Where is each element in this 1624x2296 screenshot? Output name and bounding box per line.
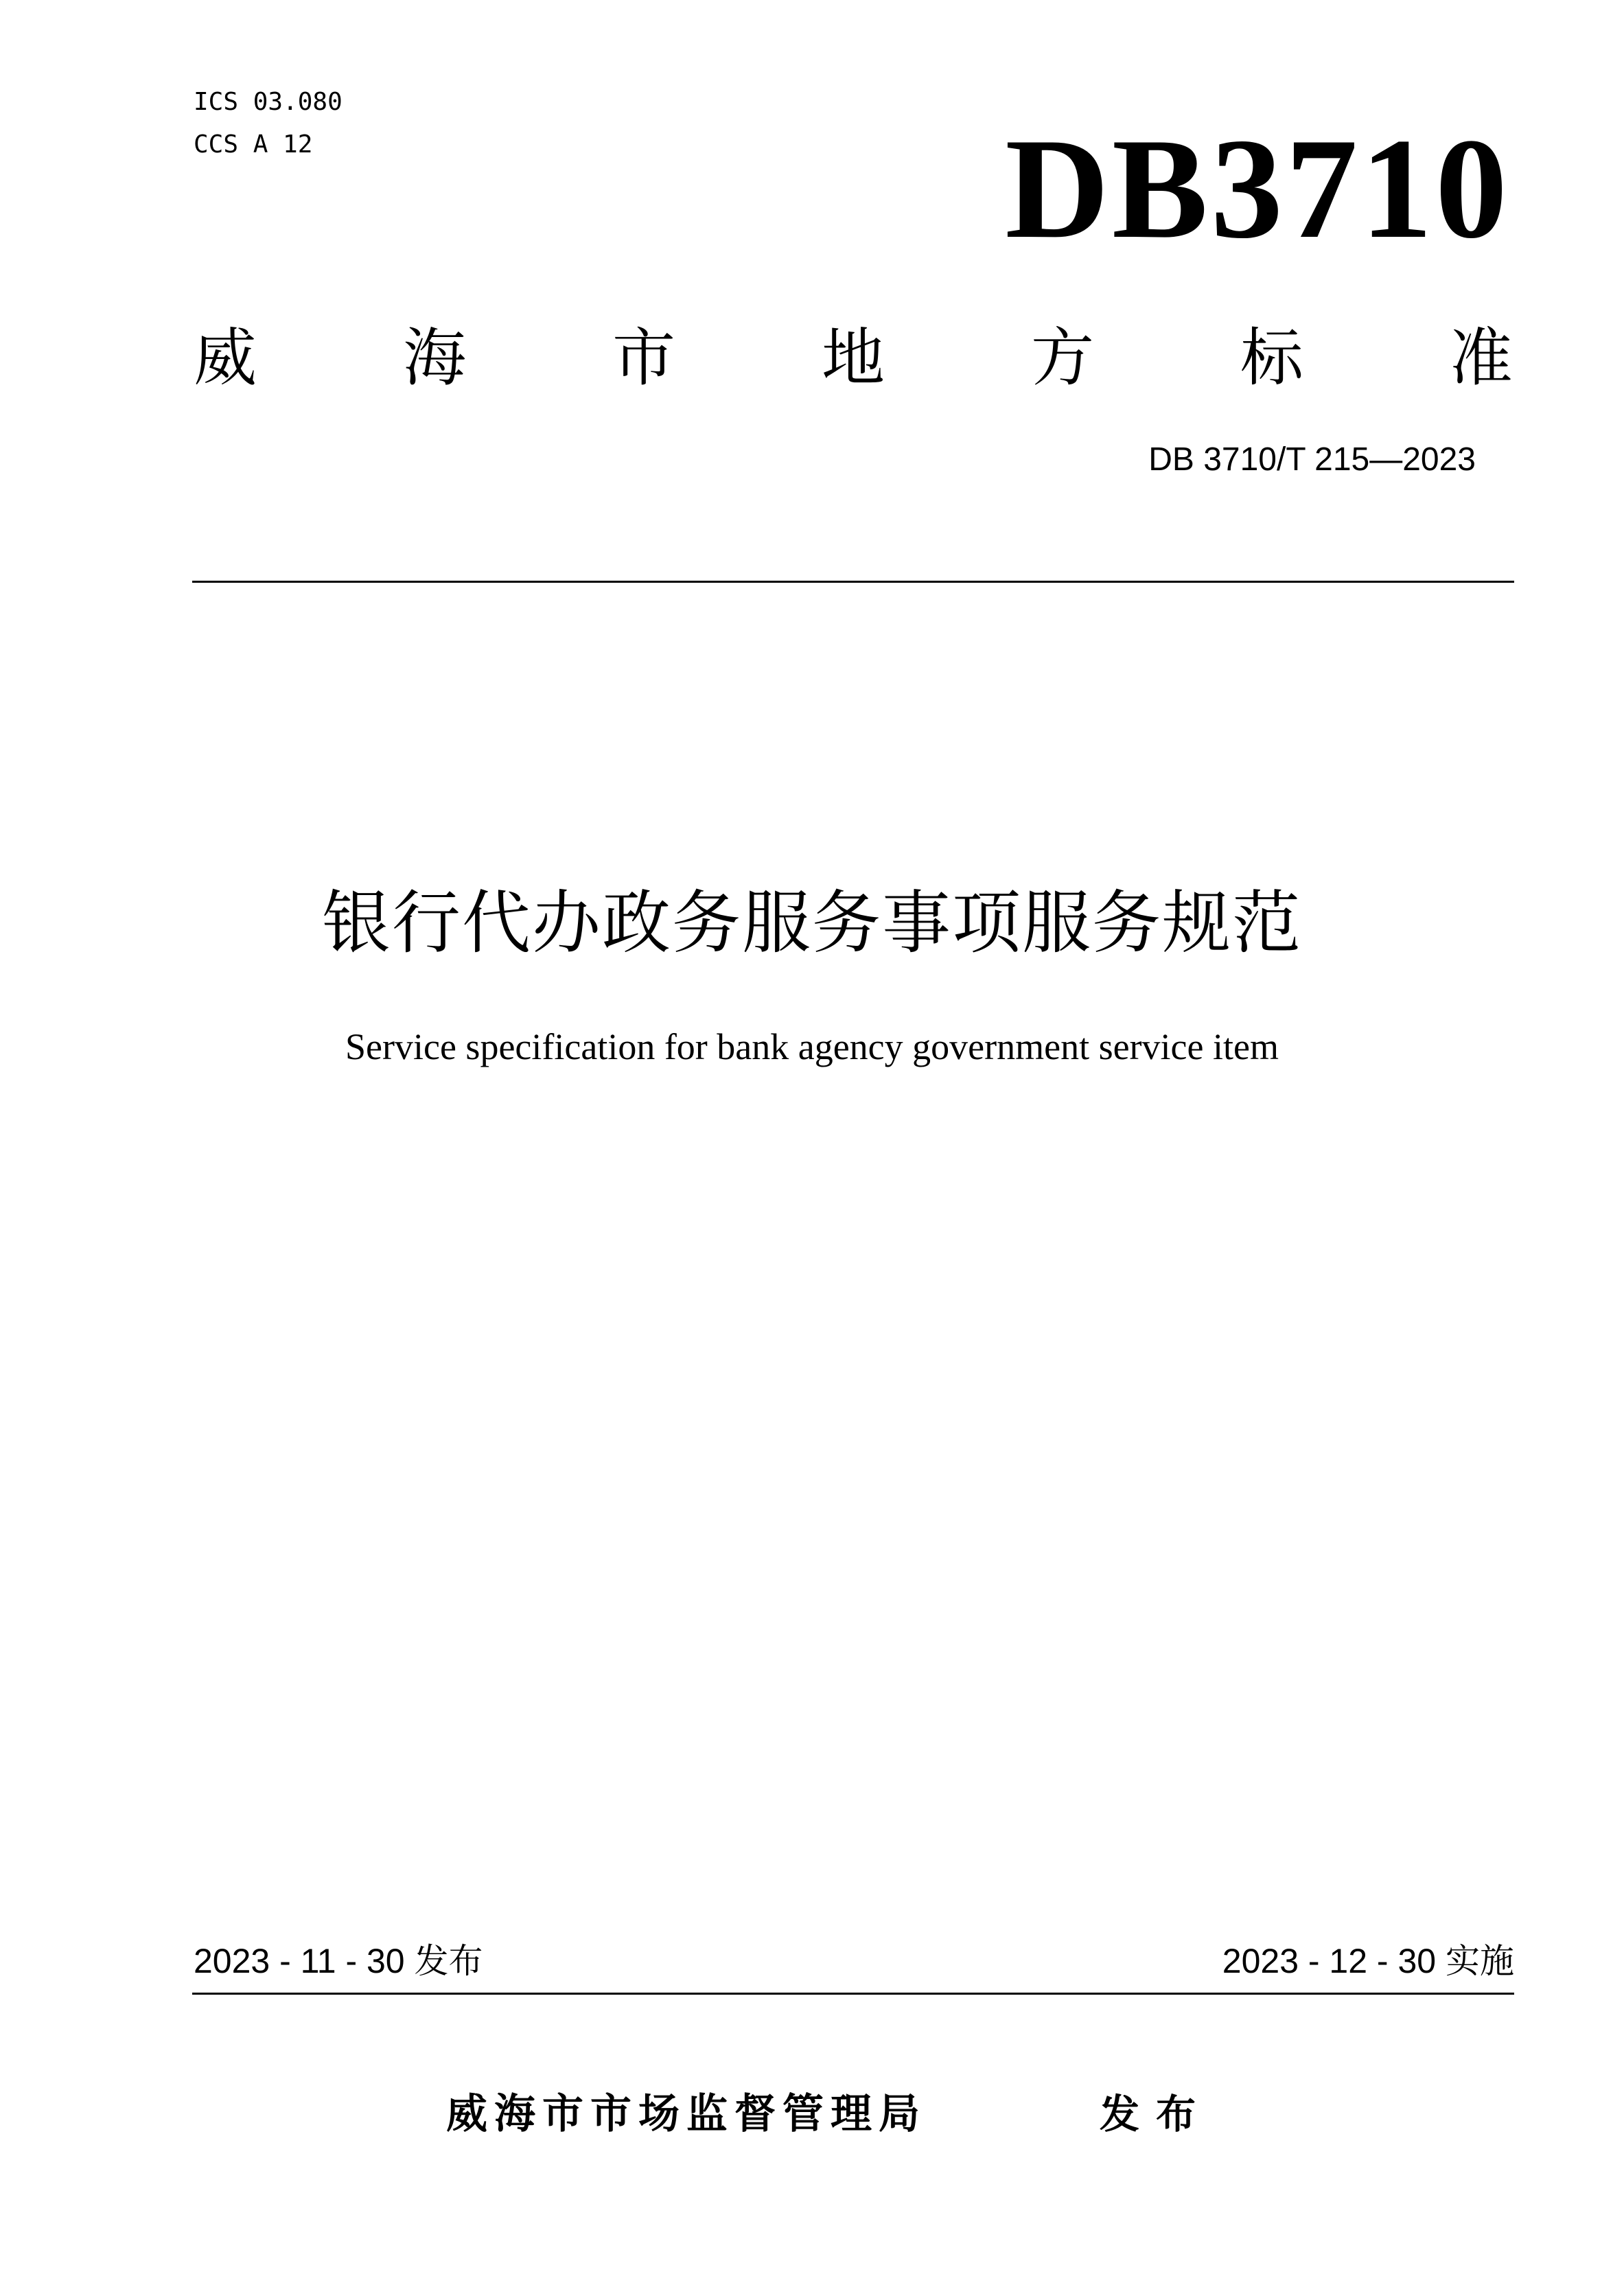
- document-title-chinese: 银行代办政务服务事项服务规范: [322, 883, 1302, 963]
- standard-number: DB 3710/T 215—2023: [1148, 441, 1476, 478]
- footer-divider: [192, 1993, 1514, 1995]
- issue-date: 2023 - 11 - 30 发布: [194, 1942, 483, 1980]
- issued-label: 发布: [1100, 2091, 1213, 2137]
- standard-type-char: 地: [821, 321, 885, 395]
- standard-type-char: 市: [612, 321, 675, 395]
- standard-type-char: 准: [1449, 321, 1513, 395]
- classification-codes: [194, 81, 343, 166]
- standard-type-char: 方: [1030, 321, 1094, 395]
- standard-type-char: 海: [402, 321, 466, 395]
- standard-type-char: 标: [1240, 321, 1303, 395]
- implementation-date: 2023 - 12 - 30 实施: [1222, 1942, 1514, 1980]
- standard-code-large: DB3710: [1005, 109, 1510, 268]
- standard-type-heading: [194, 317, 1513, 399]
- document-title-english: Service specification for bank agency government service item: [345, 1026, 1279, 1067]
- header-divider: [192, 581, 1514, 583]
- issuing-authority: 威海市市场监督管理局: [446, 2090, 927, 2138]
- ics-code: ICS 03.080: [194, 88, 343, 116]
- standard-type-char: 威: [194, 321, 257, 395]
- ccs-code: CCS A 12: [194, 130, 313, 159]
